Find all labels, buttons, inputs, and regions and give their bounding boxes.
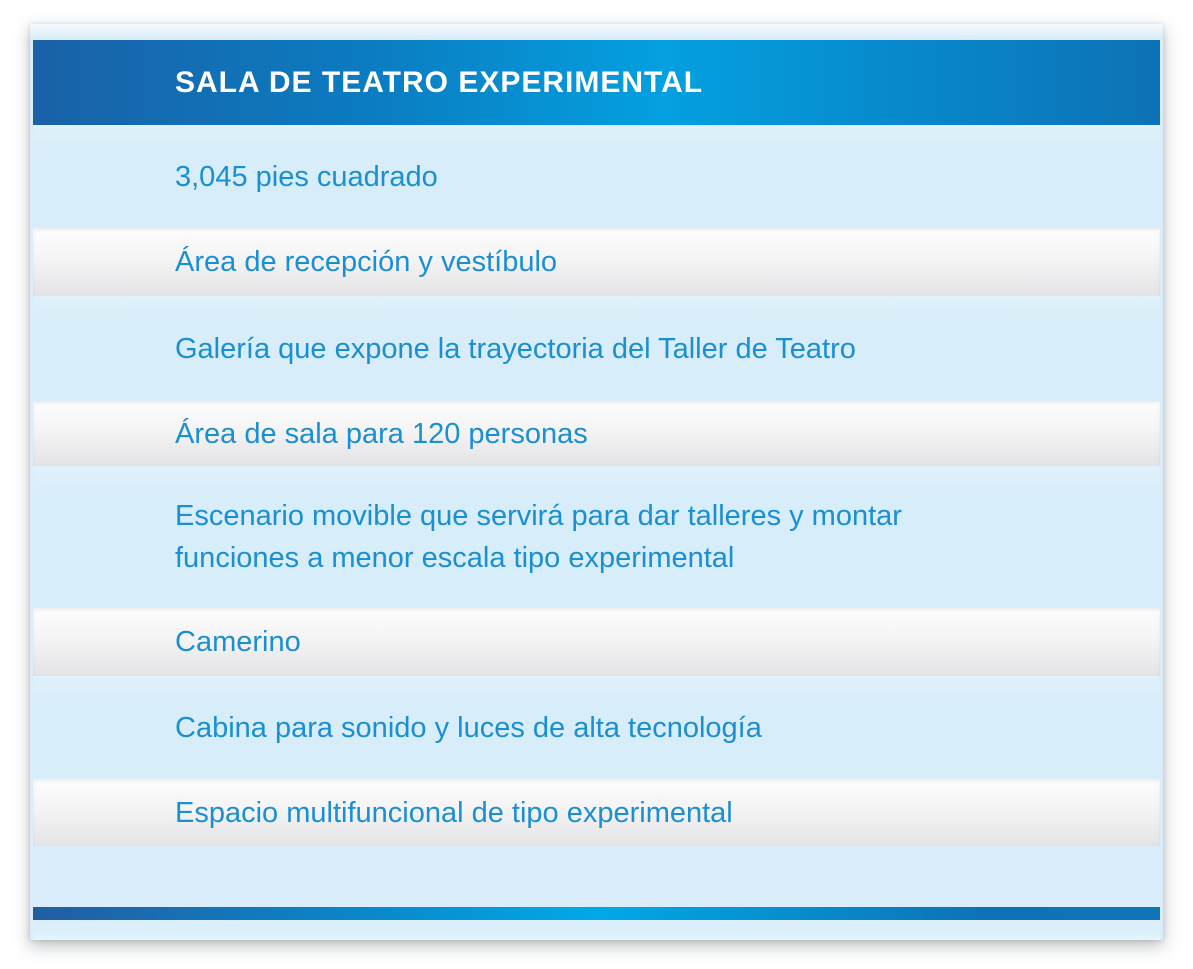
table-row xyxy=(33,466,1160,608)
table-row xyxy=(33,296,1160,401)
page-title: SALA DE TEATRO EXPERIMENTAL xyxy=(175,65,704,99)
table-row xyxy=(33,228,1160,296)
row-text-line: funciones a menor escala tipo experimental xyxy=(175,542,735,574)
row-text: 3,045 pies cuadrado xyxy=(175,160,438,193)
table-row xyxy=(33,608,1160,676)
card-bottom-spacer xyxy=(33,846,1160,907)
table-header xyxy=(33,40,1160,125)
card-top-edge xyxy=(30,24,1163,40)
table-row xyxy=(33,676,1160,779)
row-text: Galería que expone la trayectoria del Taller de Teatro xyxy=(175,332,856,365)
table-row xyxy=(33,125,1160,228)
table-row xyxy=(33,401,1160,466)
row-text: Espacio multifuncional de tipo experimental xyxy=(175,796,733,829)
row-text: Área de recepción y vestíbulo xyxy=(175,246,558,278)
row-text: Cabina para sonido y luces de alta tecnología xyxy=(175,711,762,744)
table-row xyxy=(33,779,1160,846)
bottom-accent-bar xyxy=(33,907,1160,920)
feature-table-card xyxy=(30,24,1163,940)
row-text: Área de sala para 120 personas xyxy=(175,417,588,450)
card-bottom-edge xyxy=(33,920,1160,940)
row-text: Camerino xyxy=(175,626,301,658)
row-text-line: Escenario movible que servirá para dar talleres y montar xyxy=(175,500,902,532)
